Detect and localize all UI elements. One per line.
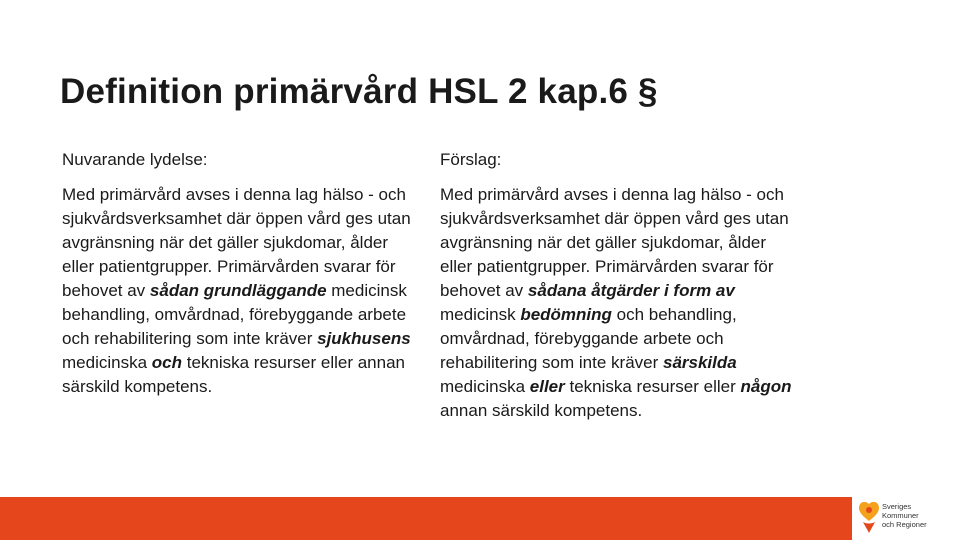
body-text: tekniska resurser eller annan särskild kompetens. — [62, 353, 406, 396]
emphasized-text: sådan grundläggande — [149, 281, 327, 300]
emphasized-text: någon — [740, 377, 792, 396]
emphasized-text: bedömning — [520, 305, 612, 324]
body-text: tekniska resurser eller — [564, 377, 741, 396]
proposal-heading: Förslag: — [440, 150, 502, 169]
skr-logo-text: Sveriges Kommuner och Regioner — [882, 502, 927, 529]
emphasized-text: sådana åtgärder i form av — [527, 281, 735, 300]
current-wording-heading: Nuvarande lydelse: — [62, 150, 208, 169]
slide-title: Definition primärvård HSL 2 kap.6 § — [60, 72, 658, 111]
emphasized-text: eller — [529, 377, 565, 396]
body-text: Med primärvård avses i denna lag hälso - och sjukvårdsverksamhet där öppen vård ges utan avgränsning när det gäller sjukdomar, ålder eller patientgrupper. Primärvården svarar för behovet av — [62, 185, 411, 300]
body-text: medicinska — [440, 377, 530, 396]
body-text: och behandling, omvårdnad, förebyggande arbete och rehabilitering som inte kräver — [440, 305, 737, 372]
emphasized-text: sjukhusens — [317, 329, 411, 348]
body-text: annan särskild kompetens. — [440, 401, 643, 420]
emphasized-text: och — [151, 353, 182, 372]
body-text: medicinsk behandling, omvårdnad, förebyggande arbete och rehabilitering som inte kräver — [62, 281, 407, 348]
current-wording-text — [62, 183, 422, 399]
skr-heart-logo-icon — [856, 500, 882, 536]
body-text: medicinska — [62, 353, 152, 372]
emphasized-text: särskilda — [662, 353, 737, 372]
body-text: Med primärvård avses i denna lag hälso - och sjukvårdsverksamhet där öppen vård ges utan avgränsning när det gäller sjukdomar, ålder eller patientgrupper. Primärvården svarar för behovet av — [440, 185, 789, 300]
skr-logo — [852, 497, 960, 540]
footer-bar — [0, 497, 960, 540]
body-text: medicinsk — [440, 305, 521, 324]
proposal-text — [440, 183, 800, 423]
